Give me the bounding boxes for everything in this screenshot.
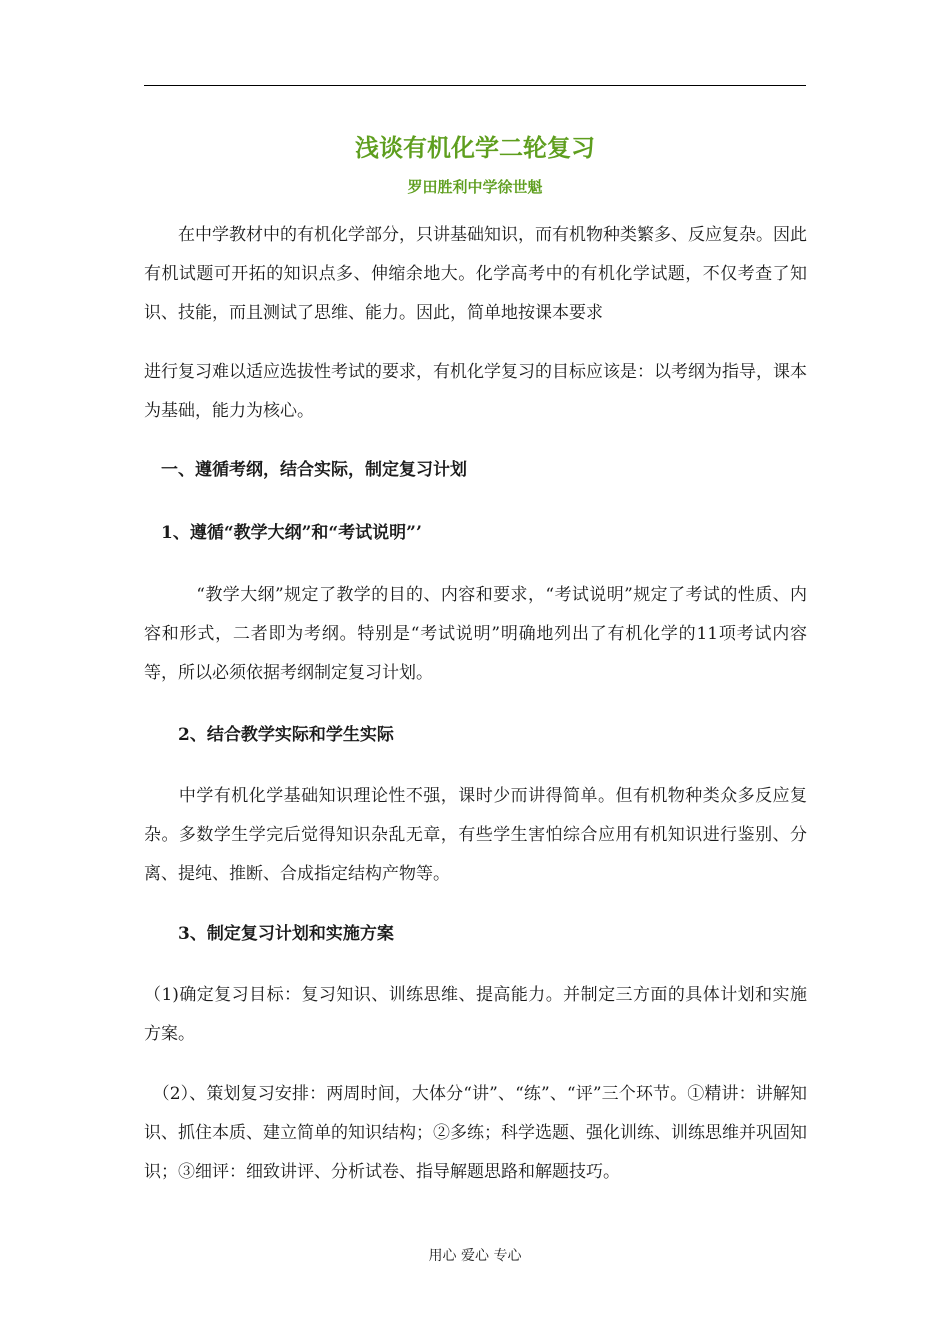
intro-paragraph-2: 进行复习难以适应选拔性考试的要求，有机化学复习的目标应该是：以考纲为指导，课本为基础，能力为核心。 (144, 362, 807, 421)
subsection-body-1: “教学大纲”规定了教学的目的、内容和要求，“考试说明”规定了考试的性质、内容和形式，二者即为考纲。特别是“考试说明”明确地列出了有机化学的11项考试内容等，所以必须依据考纲制定复习计划。 (144, 585, 807, 683)
subsection-heading-1: 1、遵循“教学大纲”和“考试说明”’ (144, 523, 422, 543)
header-rule (144, 85, 806, 86)
subsection-heading-2: 2、结合教学实际和学生实际 (144, 725, 394, 745)
document-title: 浅谈有机化学二轮复习 (355, 134, 595, 162)
plan-item-2: （2）、策划复习安排：两周时间，大体分“讲”、“练”、“评”三个环节。①精讲：讲解知识、抓住本质、建立简单的知识结构；②多练；科学选题、强化训练、训练思维并巩固知识；③细评：细致讲评、分析试卷、指导解题思路和解题技巧。 (144, 1084, 807, 1182)
page-footer: 用心 爱心 专心 (428, 1248, 522, 1264)
subsection-body-2: 中学有机化学基础知识理论性不强，课时少而讲得简单。但有机物种类众多反应复杂。多数学生学完后觉得知识杂乱无章，有些学生害怕综合应用有机知识进行鉴别、分离、提纯、推断、合成指定结构产物等。 (144, 786, 807, 884)
intro-paragraph-1: 在中学教材中的有机化学部分，只讲基础知识，而有机物种类繁多、反应复杂。因此有机试题可开拓的知识点多、伸缩余地大。化学高考中的有机化学试题，不仅考查了知识、技能，而且测试了思维、能力。因此，简单地按课本要求 (144, 225, 807, 323)
subsection-heading-3: 3、制定复习计划和实施方案 (144, 924, 394, 944)
document-author: 罗田胜利中学徐世魁 (407, 178, 543, 196)
section-heading-1: 一、遵循考纲，结合实际，制定复习计划 (144, 460, 467, 480)
plan-item-1: （1)确定复习目标：复习知识、训练思维、提高能力。并制定三方面的具体计划和实施方案。 (144, 985, 807, 1044)
